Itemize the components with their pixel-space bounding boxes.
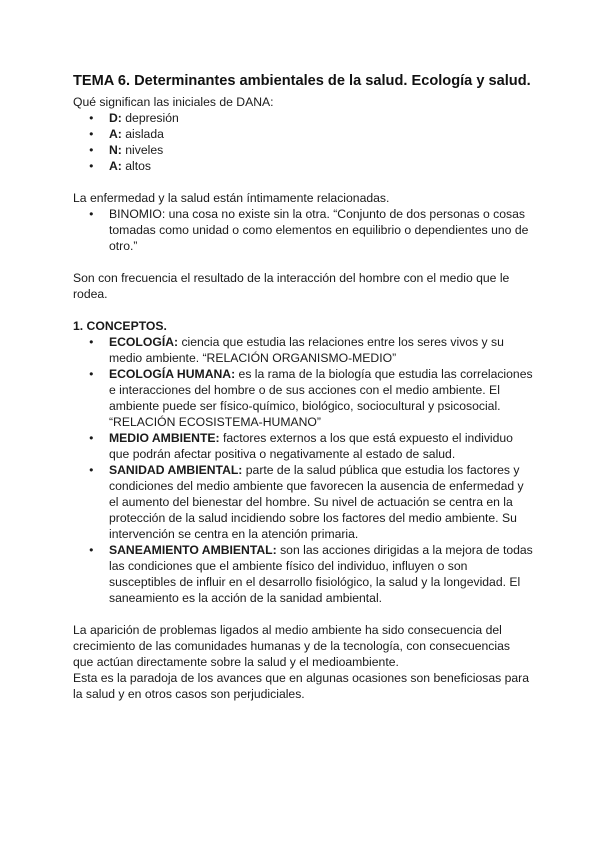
closing-paragraph-1: La aparición de problemas ligados al medio ambiente ha sido consecuencia del crecimiento de las comunidades humanas y de la tecnología, con consecuencias que actúan directamente sobre la salud y el medioambiente. — [73, 623, 510, 669]
concept-item-saneamiento-ambiental — [73, 542, 533, 606]
dana-letter: A: — [109, 127, 122, 141]
dana-letter: N: — [109, 143, 122, 157]
concept-term: ECOLOGÍA: — [109, 335, 179, 349]
concept-definition: es la rama de la biología que estudia las correlaciones e interacciones del hombre o de sus acciones con el medio ambiente. El ambiente puede ser físico-químico, biológico, sociocultural y psicosocial. “RELACIÓN ECOSISTEMA-HUMANO” — [109, 367, 533, 429]
concept-item-ecologia-humana — [73, 366, 533, 430]
concepts-list — [73, 334, 533, 606]
dana-intro: Qué significan las iniciales de DANA: — [73, 95, 274, 109]
concept-definition: ciencia que estudia las relaciones entre los seres vivos y su medio ambiente. “RELACIÓN ORGANISMO-MEDIO” — [109, 335, 504, 365]
interaction-paragraph: Son con frecuencia el resultado de la interacción del hombre con el medio que le rodea. — [73, 271, 510, 301]
dana-item-n — [73, 142, 533, 158]
concept-item-sanidad-ambiental — [73, 462, 533, 542]
dana-meaning: niveles — [121, 143, 164, 157]
binomio-list — [73, 206, 533, 254]
dana-item-d — [73, 110, 533, 126]
concept-definition: parte de la salud pública que estudia los factores y condiciones del medio ambiente que favorecen la ausencia de enfermedad y el aumento del bienestar del hombre. Su nivel de actuación se centra en la protección de la salud incidiendo sobre los factores del medio ambiente. Su intervención se centra en la atención primaria. — [109, 463, 524, 541]
closing-paragraph-2: Esta es la paradoja de los avances que en algunas ocasiones son beneficiosas para la salud y en otros casos son perjudiciales. — [73, 671, 529, 701]
dana-letter: A: — [109, 159, 122, 173]
binomio-item: ● BINOMIO: una cosa no existe sin la otra. “Conjunto de dos personas o cosas tomadas como unidad o como elementos en equilibrio o dependientes uno de otro.” — [73, 206, 533, 254]
concept-definition: son las acciones dirigidas a la mejora de todas las condiciones que el ambiente físico del individuo, influyen o son susceptibles de influir en el desarrollo fisiológico, la salud y la longevidad. El saneamiento es la acción de la sanidad ambiental. — [109, 543, 533, 605]
concept-item-medio-ambiente — [73, 430, 533, 462]
dana-meaning: aislada — [121, 127, 164, 141]
document-page — [73, 72, 533, 702]
document-title: TEMA 6. Determinantes ambientales de la salud. Ecología y salud. — [73, 73, 531, 89]
concept-term: MEDIO AMBIENTE: — [109, 431, 220, 445]
dana-letter: D: — [109, 111, 122, 125]
concept-term: SANEAMIENTO AMBIENTAL: — [109, 543, 277, 557]
concept-term: SANIDAD AMBIENTAL: — [109, 463, 243, 477]
dana-list — [73, 110, 533, 174]
concept-term: ECOLOGÍA HUMANA: — [109, 367, 236, 381]
dana-meaning: depresión — [121, 111, 179, 125]
dana-item-a — [73, 126, 533, 142]
relation-paragraph: La enfermedad y la salud están íntimamente relacionadas. — [73, 191, 390, 205]
section-heading: 1. CONCEPTOS. — [73, 319, 167, 333]
concept-definition: factores externos a los que está expuesto el individuo que podrán afectar positiva o negativamente al estado de salud. — [109, 431, 513, 461]
dana-meaning: altos — [121, 159, 152, 173]
dana-item-a2 — [73, 158, 533, 174]
concept-item-ecologia — [73, 334, 533, 366]
